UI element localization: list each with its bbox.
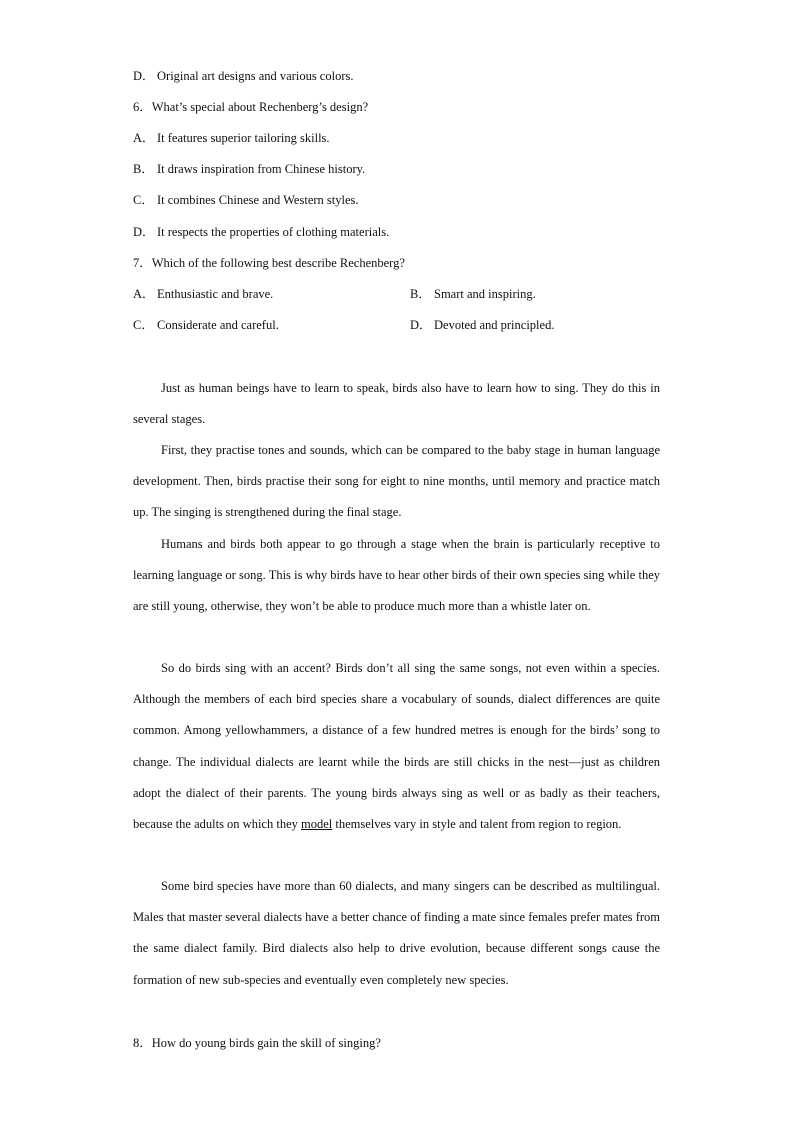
q6-stem: 6．What’s special about Rechenberg’s design? bbox=[133, 100, 369, 114]
passage-paragraph-4 bbox=[133, 653, 660, 840]
option-letter: A． bbox=[133, 287, 155, 301]
q7-option-b bbox=[410, 286, 536, 302]
passage-paragraph-2: First, they practise tones and sounds, which can be compared to the baby stage in human language development. Then, birds practise their song for eight to nine months, until memory and practice match up. The singing is strengthened during the final stage. bbox=[133, 443, 660, 520]
option-text: It features superior tailoring skills. bbox=[157, 131, 330, 145]
option-letter: C． bbox=[133, 318, 154, 332]
option-letter: C． bbox=[133, 193, 154, 207]
q6-option-b bbox=[133, 161, 365, 177]
q7-stem: 7．Which of the following best describe Rechenberg? bbox=[133, 256, 405, 270]
passage-paragraph-5: Some bird species have more than 60 dialects, and many singers can be described as multilingual. Males that master several dialects have a better chance of finding a mate since females prefer mates from the same dialect family. Bird dialects also help to drive evolution, because different songs cause the formation of new sub-species and eventually even completely new species. bbox=[133, 879, 660, 987]
underlined-word-model: model bbox=[301, 817, 333, 832]
q5-option-d bbox=[133, 68, 353, 84]
option-letter: B． bbox=[133, 162, 154, 176]
option-text: It draws inspiration from Chinese history. bbox=[157, 162, 366, 176]
option-letter: D． bbox=[133, 69, 155, 83]
option-text: Enthusiastic and brave. bbox=[157, 287, 274, 301]
option-letter: D． bbox=[133, 225, 155, 239]
q7-option-c bbox=[133, 317, 279, 333]
option-text: It respects the properties of clothing materials. bbox=[157, 225, 390, 239]
passage-paragraph-1: Just as human beings have to learn to speak, birds also have to learn how to sing. They do this in several stages. bbox=[133, 381, 660, 427]
option-letter: D． bbox=[410, 318, 432, 332]
q6-option-c bbox=[133, 192, 359, 208]
option-letter: B． bbox=[410, 287, 431, 301]
option-text: It combines Chinese and Western styles. bbox=[157, 193, 359, 207]
q7-option-d bbox=[410, 317, 554, 333]
passage-paragraph-3: Humans and birds both appear to go through a stage when the brain is particularly receptive to learning language or song. This is why birds have to hear other birds of their own species sing while they are still young, otherwise, they won’t be able to produce much more than a whistle later on. bbox=[133, 537, 660, 614]
option-text: Considerate and careful. bbox=[157, 318, 279, 332]
q7-option-a bbox=[133, 286, 273, 302]
option-text: Devoted and principled. bbox=[434, 318, 555, 332]
paragraph-text: So do birds sing with an accent? Birds don’t all sing the same songs, not even within a species. Although the members of each bird species share a vocabulary of sounds, dialect differences are quite common. Among yellowhammers, a distance of a few hundred metres is enough for the birds’ song to change. The individual dialects are learnt while the birds are still chicks in the nest—just as children adopt the dialect of their parents. The young birds always sing as well or as badly as their teachers, because the adults on which they bbox=[133, 661, 660, 832]
paragraph-text: themselves vary in style and talent from region to region. bbox=[332, 817, 622, 832]
q6-option-d bbox=[133, 224, 389, 240]
q6-option-a bbox=[133, 130, 330, 146]
option-letter: A． bbox=[133, 131, 155, 145]
option-text: Original art designs and various colors. bbox=[157, 69, 354, 83]
q8-stem: 8．How do young birds gain the skill of singing? bbox=[133, 1036, 381, 1050]
option-text: Smart and inspiring. bbox=[434, 287, 536, 301]
